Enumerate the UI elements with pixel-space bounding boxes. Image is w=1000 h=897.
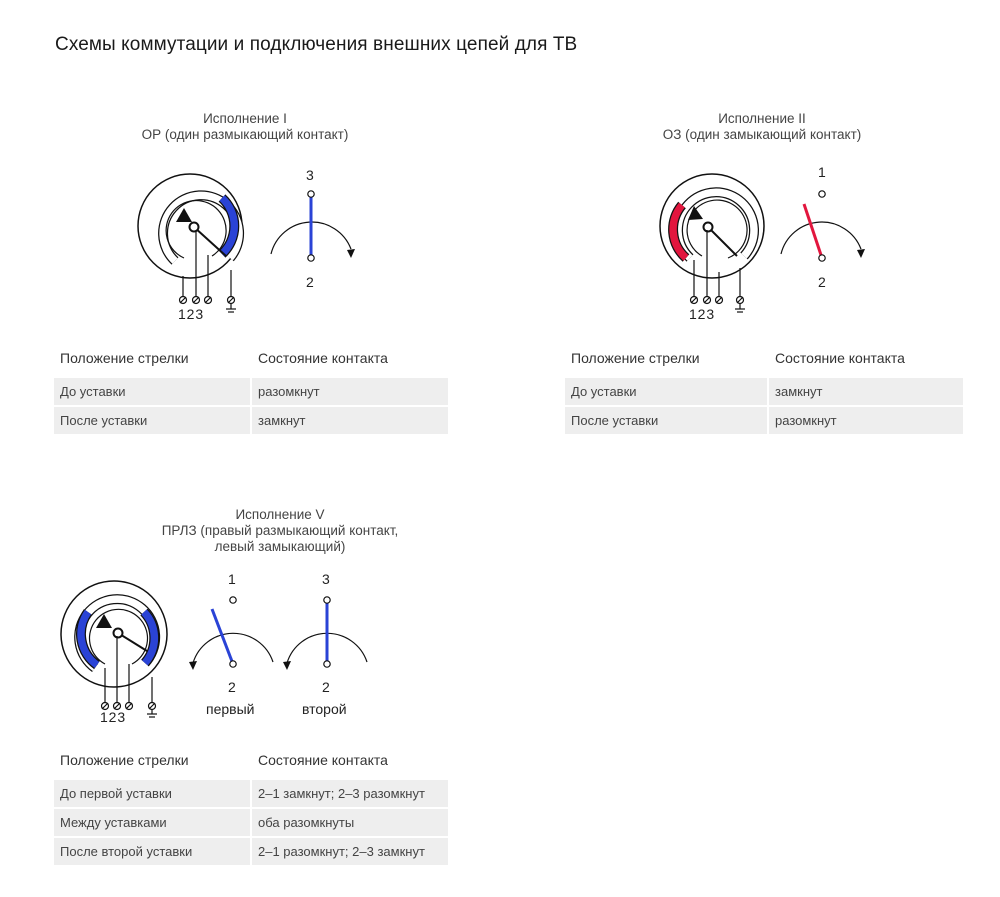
table-row [54,407,448,434]
table-cell: После второй уставки [54,838,250,865]
table-cell: 2–1 замкнут; 2–3 разомкнут [252,780,448,807]
gauge-pivot [190,223,199,232]
terminal-screws [180,297,235,304]
table-row [54,780,448,807]
second-contact-bottom-label: 2 [322,679,330,695]
variant-2-heading: Исполнение II [718,111,806,126]
ground-icon [735,304,745,312]
gauge-pivot [114,629,123,638]
gauge-pointer [194,227,226,256]
table-cell: оба разомкнуты [252,809,448,836]
variant-2-subtitle: ОЗ (один замыкающий контакт) [662,127,862,142]
variant-5-table [52,746,450,867]
variant-1-heading: Исполнение I [203,111,287,126]
page-title: Схемы коммутации и подключения внешних цепей для ТВ [55,34,578,55]
contact-blade-red [804,204,822,258]
table-cell: 2–1 разомкнут; 2–3 замкнут [252,838,448,865]
table-row [565,407,963,434]
first-contact-caption: первый [206,701,255,717]
second-contact-arrow-icon [283,661,291,670]
table-header: Состояние контакта [775,350,905,366]
variant-2-caption [612,111,912,143]
variant-5-heading: Исполнение V [235,507,325,522]
table-row [54,838,448,865]
table-cell: разомкнут [252,378,448,405]
table-header: Положение стрелки [60,350,189,366]
terminal-labels: 1 2 3 [100,709,124,725]
variant-5-gauge-diagram [55,565,385,725]
variant-2-table [563,344,965,436]
contact-bottom-label: 2 [818,274,826,290]
terminal-labels: 1 2 3 [689,306,713,322]
gauge-pointer [708,227,737,256]
contact-arrow-icon [347,249,355,258]
first-contact-bottom-label: 2 [228,679,236,695]
contact-bottom-label: 2 [306,274,314,290]
gauge-inner-ring [687,200,747,258]
table-header: Положение стрелки [571,350,700,366]
contact-sweep-arc [781,222,861,254]
contact-top-label: 1 [818,164,826,180]
table-row [54,809,448,836]
terminal-screws [691,297,744,304]
gauge-pointer-wedge [96,614,112,628]
table-cell: замкнут [252,407,448,434]
variant-1-caption [100,111,390,143]
table-row [565,378,963,405]
table-cell: До первой уставки [54,780,250,807]
second-contact-caption: второй [302,701,347,717]
first-contact-top-label: 1 [228,571,236,587]
table-row [54,378,448,405]
table-cell: До уставки [54,378,250,405]
first-contact-blade-blue [212,609,233,664]
variant-5-subtitle-line-2: левый замыкающий) [214,539,346,554]
variant-5-caption [130,507,430,555]
terminal-labels: 1 2 3 [178,306,202,322]
ground-icon [147,710,157,717]
gauge-pointer-wedge [176,208,192,222]
contact-top-label: 3 [306,167,314,183]
table-header: Состояние контакта [258,752,388,768]
table-cell: разомкнут [769,407,963,434]
contact-arrow-icon [857,249,865,258]
variant-1-subtitle: ОР (один размыкающий контакт) [141,127,349,142]
first-contact-sweep-arc [193,633,273,663]
variant-1-table [52,344,450,436]
first-contact-arrow-icon [189,661,197,670]
table-header: Состояние контакта [258,350,388,366]
table-cell: После уставки [54,407,250,434]
ground-icon [226,304,236,312]
variant-5-subtitle-line-1: ПРЛЗ (правый размыкающий контакт, [161,523,399,538]
second-contact-top-label: 3 [322,571,330,587]
table-cell: После уставки [565,407,767,434]
variant-2-gauge-diagram [640,160,900,330]
gauge-pivot [704,223,713,232]
table-cell: Между уставками [54,809,250,836]
variant-1-gauge-diagram [130,160,390,330]
table-cell: замкнут [769,378,963,405]
table-header: Положение стрелки [60,752,189,768]
table-cell: До уставки [565,378,767,405]
